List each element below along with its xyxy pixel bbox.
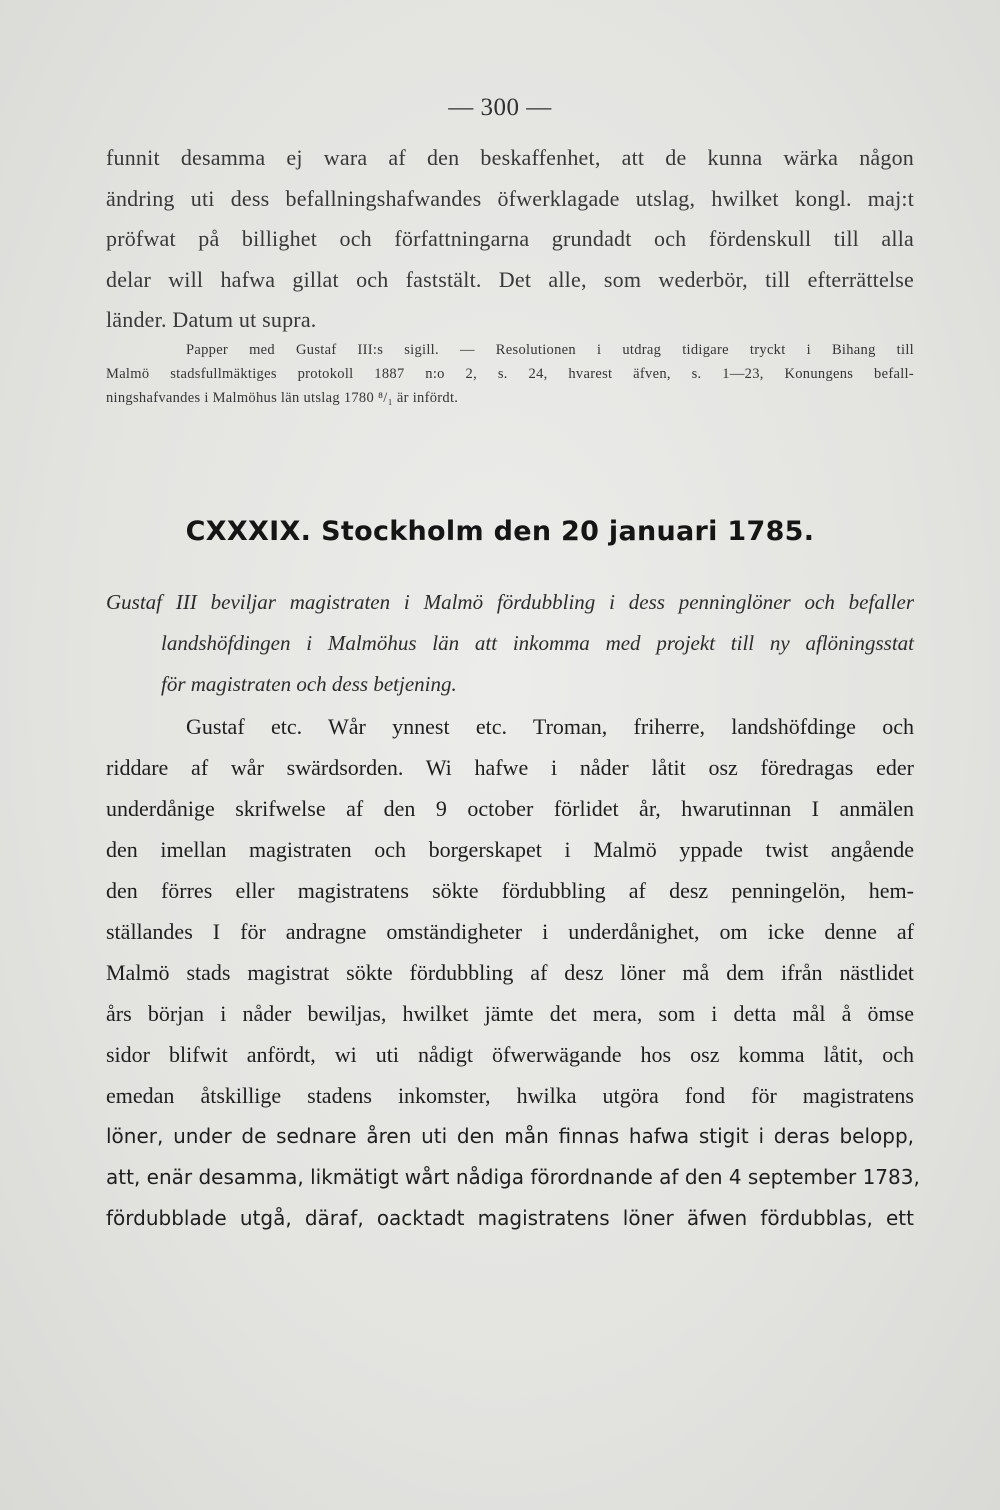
summary-line: för magistraten och dess betjening. [161,672,457,696]
summary-line: landshöfdingen i Malmöhus län att inkomma med projekt till ny aflöningsstat [161,631,914,655]
page-number: — 300 — [448,94,552,121]
text-line: funnit desamma ej wara af den beskaffenhet, att de kunna wärka någon [106,145,914,170]
document-heading [0,516,1000,547]
body-line: riddare af wår swärdsorden. Wi hafwe i nåder låtit osz föredragas eder [106,755,914,780]
text-line: pröfwat på billighet och författningarna grundadt och fördenskull till alla [106,226,914,251]
body-line: ställandes I för andragne omständigheter i underdånighet, om icke denne af [106,919,914,944]
summary-line: Gustaf III beviljar magistraten i Malmö fördubbling i dess penninglöner och befaller [106,590,914,614]
body-line: löner, under de sednare åren uti den mån finnas hafwa stigit i deras belopp, [106,1124,914,1148]
body-line: sidor blifwit anfördt, wi uti nådigt öfwerwägande hos osz komma låtit, och [106,1042,914,1067]
body-line: års början i nåder bewiljas, hwilket jämte det mera, som i detta mål å ömse [106,1001,914,1026]
body-line: fördubblade utgå, däraf, oacktadt magistratens löner äfwen fördubblas, ett [106,1206,914,1230]
body-line: den imellan magistraten och borgerskapet i Malmö yppade twist angående [106,837,914,862]
body-line: Gustaf etc. Wår ynnest etc. Troman, friherre, landshöfdinge och [186,714,914,739]
note-line: Malmö stadsfullmäktiges protokoll 1887 n:o 2, s. 24, hvarest äfven, s. 1—23, Konungens befall- [106,366,914,382]
body-line: att, enär desamma, likmätigt wårt nådiga förordnande af den 4 september 1783, [106,1165,920,1189]
document-summary [106,582,914,705]
document-number: CXXXIX. [185,516,312,547]
text-line: ändring uti dess befallningshafwandes öfwerklagade utslag, hwilket kongl. maj:t [106,185,914,211]
body-line: underdånige skrifwelse af den 9 october förlidet år, hwarutinnan I anmälen [106,796,914,821]
document-place-date: Stockholm den 20 januari 1785. [321,516,815,547]
body-line: den förres eller magistratens sökte fördubbling af desz penningelön, hem- [106,878,914,903]
note-line: Papper med Gustaf III:s sigill. — Resolutionen i utdrag tidigare tryckt i Bihang till [186,342,914,358]
document-body [106,706,920,1239]
text-line: länder. Datum ut supra. [106,307,317,332]
body-line: Malmö stads magistrat sökte fördubbling af desz löner må dem ifrån nästlidet [106,960,914,985]
body-line: emedan åtskillige stadens inkomster, hwilka utgöra fond för magistratens [106,1083,914,1108]
source-note [106,338,914,410]
text-line: delar will hafwa gillat och faststält. Det alle, som wederbör, till efterrättelse [106,266,914,292]
top-paragraph [106,138,914,341]
note-line: ningshafvandes i Malmöhus län utslag 1780 ⁸/₁ är infördt. [106,390,459,406]
